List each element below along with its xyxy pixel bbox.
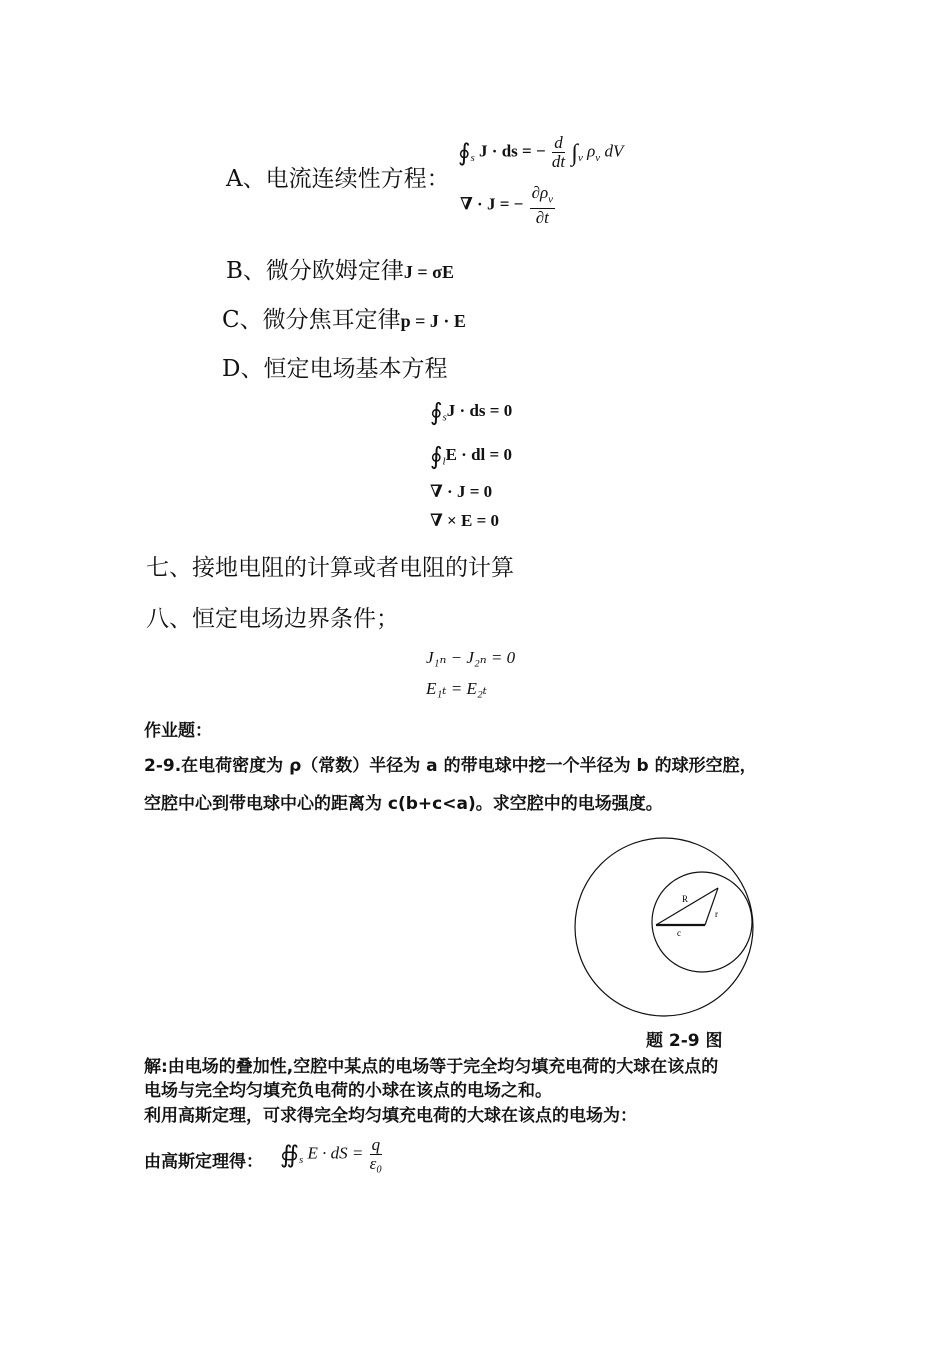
steady-eq-4: ∇ × E = 0 [430, 511, 500, 530]
section-c-label [222, 301, 466, 334]
steady-eq-2: $∮_lE$ · dl = 0 [430, 444, 512, 470]
steady-eq-3: ∇ · J = 0 [430, 482, 493, 501]
section-a-label: A、电流连续性方程： [226, 166, 450, 192]
section-b-label [226, 252, 454, 285]
cavity-circle [652, 872, 752, 972]
boundary-eq-1: J₁ₙ − J₂ₙ = 0 [426, 648, 516, 667]
continuity-differential-eq [460, 184, 557, 227]
section-8-heading: 八、恒定电场边界条件； [146, 606, 399, 632]
frac-num-sub: v [548, 193, 554, 206]
rho: ρ [587, 141, 596, 161]
label-r: r [715, 909, 718, 919]
steady-eq-1-text: J · ds = 0 [446, 401, 513, 420]
frac-num: ∂ρ [531, 183, 549, 202]
frac-den: dt [551, 152, 566, 171]
steady-eq-2-text: E · dl = 0 [445, 445, 512, 464]
section-7-heading: 七、接地电阻的计算或者电阻的计算 [146, 555, 514, 581]
frac-den: ∂t [535, 208, 549, 228]
continuity-diff-lhs: ∇ · J = − [460, 194, 524, 214]
section-d-label: D、恒定电场基本方程 [222, 356, 448, 382]
rho-sub: v [595, 151, 601, 164]
solution-line-3: 利用高斯定理，可求得完全均匀填充电荷的大球在该点的电场为： [144, 1106, 637, 1126]
vector-r-line [705, 888, 718, 925]
section-b-text: B、微分欧姆定律 [226, 258, 404, 284]
boundary-eq-2: E₁ₜ = E₂ₜ [426, 679, 487, 698]
ohm-law-eq: J = σE [403, 262, 454, 282]
homework-title: 作业题： [144, 721, 212, 741]
gauss-frac-den: ε₀ [369, 1154, 383, 1173]
section-c-text: C、微分焦耳定律 [222, 307, 401, 333]
solution-line-2: 电场与完全均匀填充负电荷的小球在该点的电场之和。 [144, 1081, 552, 1101]
joule-law-eq: p = J · E [400, 311, 466, 331]
label-c: c [677, 928, 681, 938]
steady-eq-1: $∮_sJ$ · ds = 0 [430, 400, 513, 426]
problem-figure [560, 830, 770, 1030]
gauss-equation: $∯_s$ E · dS = $\frac{q}{\text{ε₀}}$ [280, 1135, 383, 1173]
continuity-integral-eq: $∮_s$ J · ds = − $\frac{d}{dt}$ $\int_v$ $\rho_v$ dV [458, 133, 624, 171]
large-sphere-circle [575, 838, 753, 1016]
continuity-integral-lhs: J · ds = − [479, 141, 546, 161]
dV: dV [604, 141, 624, 161]
problem-line-1: 2-9.在电荷密度为 ρ（常数）半径为 a 的带电球中挖一个半径为 b 的球形空腔， [144, 756, 757, 776]
problem-line-2: 空腔中心到带电球中心的距离为 c(b+c<a)。求空腔中的电场强度。 [144, 794, 663, 814]
solution-line-1: 解:由电场的叠加性,空腔中某点的电场等于完全均匀填充电荷的大球在该点的 [144, 1057, 719, 1077]
figure-caption: 题 2-9 图 [646, 1031, 723, 1051]
label-R: R [682, 894, 689, 904]
gauss-frac-num: q [370, 1136, 383, 1155]
frac-num: d [552, 134, 565, 153]
gauss-eq-lhs: E · dS = [307, 1143, 364, 1163]
gauss-label: 由高斯定理得： [144, 1152, 263, 1172]
